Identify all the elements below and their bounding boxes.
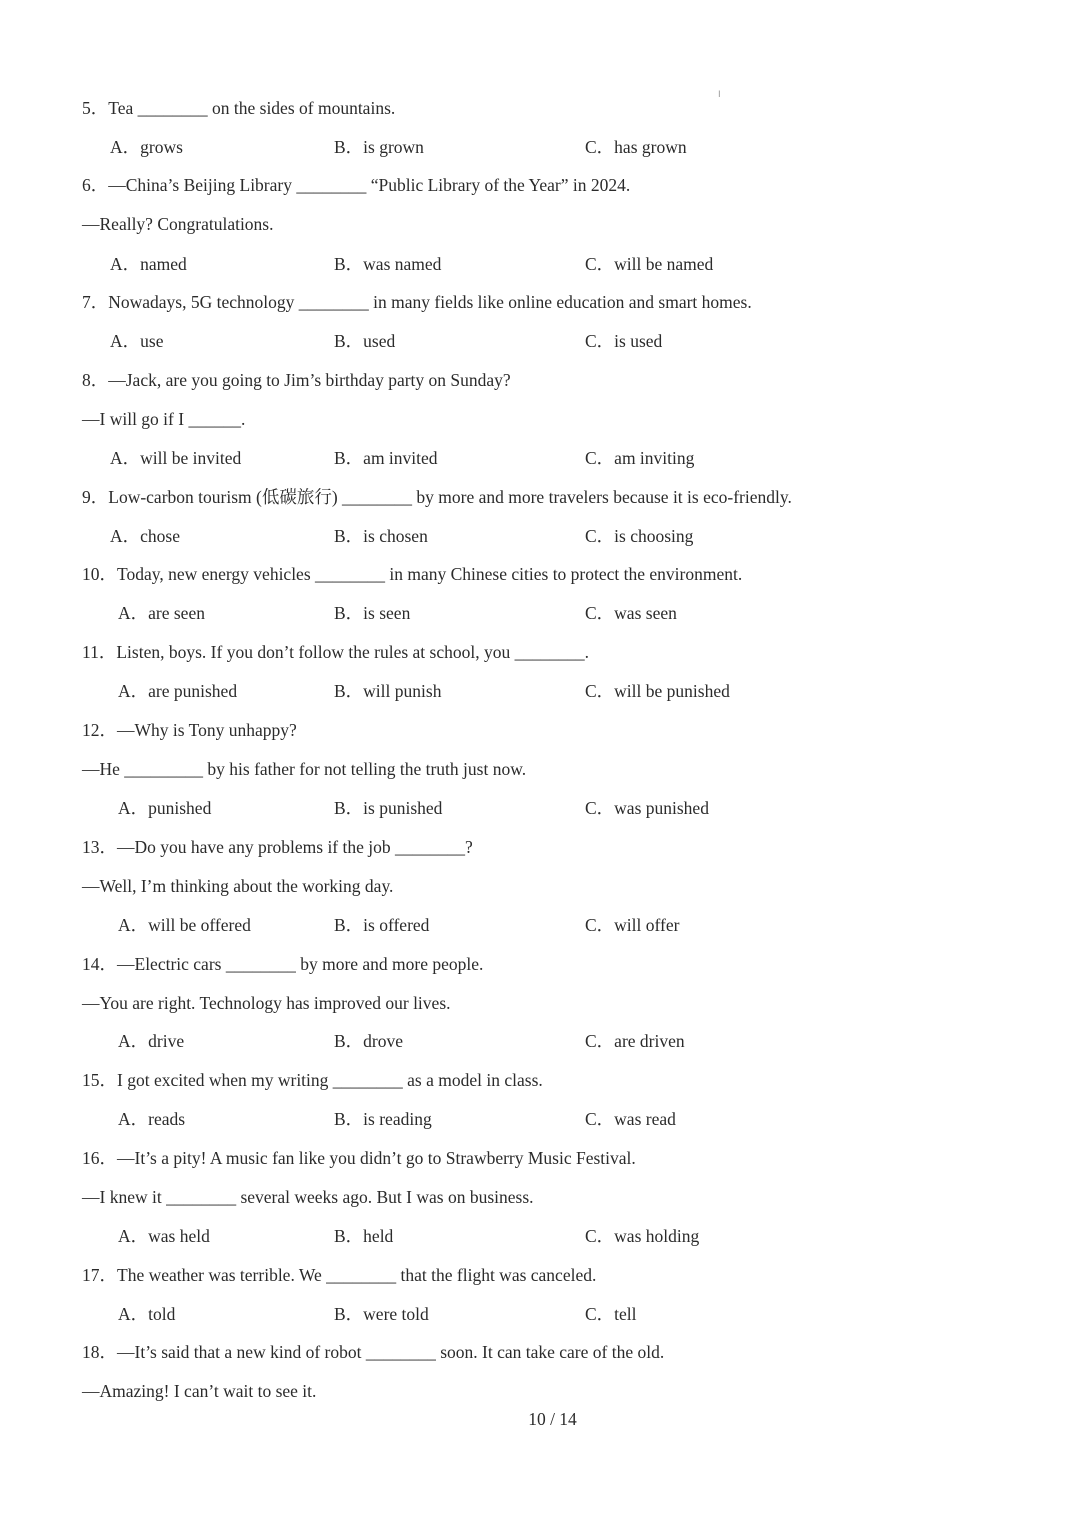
question-number: 16． bbox=[82, 1148, 117, 1168]
question-5-option-c: C．has grown bbox=[585, 137, 687, 157]
question-6-stem bbox=[82, 171, 630, 199]
question-11-option-a: A．are punished bbox=[118, 681, 238, 701]
question-9-option-c: C．is choosing bbox=[585, 526, 694, 546]
question-17-option-c: C．tell bbox=[585, 1304, 637, 1324]
question-15-stem bbox=[82, 1066, 543, 1094]
question-10-option-a: A．are seen bbox=[118, 603, 205, 623]
question-number: 17． bbox=[82, 1265, 117, 1285]
question-number: 14． bbox=[82, 954, 117, 974]
question-number: 6． bbox=[82, 175, 109, 195]
page-number: 10 / 14 bbox=[528, 1409, 577, 1429]
question-9-stem bbox=[82, 483, 792, 511]
question-6-option-a: A．named bbox=[110, 254, 187, 274]
question-number: 13． bbox=[82, 837, 117, 857]
question-13-option-a: A．will be offered bbox=[118, 915, 251, 935]
question-text: Today, new energy vehicles ________ in many Chinese cities to protect the environment. bbox=[117, 564, 743, 584]
question-text: Low-carbon tourism (低碳旅行) ________ by more and more travelers because it is eco-friendly. bbox=[108, 487, 792, 507]
question-12-stem bbox=[82, 716, 297, 744]
question-text: The weather was terrible. We ________ that the flight was canceled. bbox=[117, 1265, 597, 1285]
question-number: 9． bbox=[82, 487, 109, 507]
question-number: 5． bbox=[82, 98, 109, 118]
question-18-reply: —Amazing! I can’t wait to see it. bbox=[82, 1381, 317, 1401]
question-text: I got excited when my writing ________ as a model in class. bbox=[117, 1070, 543, 1090]
question-10-stem bbox=[82, 560, 742, 588]
question-16-option-b: B．held bbox=[334, 1226, 394, 1246]
question-number: 8． bbox=[82, 370, 109, 390]
corner-mark: I bbox=[718, 90, 721, 100]
question-13-option-b: B．is offered bbox=[334, 915, 430, 935]
question-14-option-a: A．drive bbox=[118, 1031, 185, 1051]
question-8-option-a: A．will be invited bbox=[110, 448, 242, 468]
question-number: 7． bbox=[82, 292, 109, 312]
question-number: 15． bbox=[82, 1070, 117, 1090]
question-9-option-b: B．is chosen bbox=[334, 526, 428, 546]
question-17-stem bbox=[82, 1261, 596, 1289]
question-12-option-b: B．is punished bbox=[334, 798, 443, 818]
question-16-stem bbox=[82, 1144, 636, 1172]
question-10-option-b: B．is seen bbox=[334, 603, 411, 623]
question-12-option-c: C．was punished bbox=[585, 798, 709, 818]
question-8-option-b: B．am invited bbox=[334, 448, 438, 468]
question-text: —Electric cars ________ by more and more people. bbox=[117, 954, 484, 974]
question-number: 11． bbox=[82, 642, 117, 662]
question-text: Nowadays, 5G technology ________ in many fields like online education and smart homes. bbox=[108, 292, 752, 312]
question-13-stem bbox=[82, 833, 473, 861]
question-11-option-c: C．will be punished bbox=[585, 681, 730, 701]
question-14-option-c: C．are driven bbox=[585, 1031, 685, 1051]
question-8-option-c: C．am inviting bbox=[585, 448, 695, 468]
question-16-option-c: C．was holding bbox=[585, 1226, 700, 1246]
question-14-stem bbox=[82, 950, 483, 978]
question-18-stem bbox=[82, 1338, 664, 1366]
question-6-reply: —Really? Congratulations. bbox=[82, 214, 274, 234]
question-11-stem bbox=[82, 638, 589, 666]
question-13-reply: —Well, I’m thinking about the working day. bbox=[82, 876, 394, 896]
question-7-option-b: B．used bbox=[334, 331, 396, 351]
question-15-option-b: B．is reading bbox=[334, 1109, 432, 1129]
question-text: —Do you have any problems if the job ________? bbox=[117, 837, 473, 857]
question-16-option-a: A．was held bbox=[118, 1226, 210, 1246]
question-14-reply: —You are right. Technology has improved our lives. bbox=[82, 993, 451, 1013]
question-text: Listen, boys. If you don’t follow the rules at school, you ________. bbox=[116, 642, 589, 662]
question-12-reply: —He _________ by his father for not telling the truth just now. bbox=[82, 759, 527, 779]
question-5-stem bbox=[82, 94, 395, 122]
question-15-option-c: C．was read bbox=[585, 1109, 676, 1129]
question-number: 12． bbox=[82, 720, 117, 740]
question-15-option-a: A．reads bbox=[118, 1109, 186, 1129]
question-13-option-c: C．will offer bbox=[585, 915, 680, 935]
question-text: —It’s a pity! A music fan like you didn’t go to Strawberry Music Festival. bbox=[117, 1148, 636, 1168]
question-number: 10． bbox=[82, 564, 117, 584]
question-9-option-a: A．chose bbox=[110, 526, 180, 546]
question-12-option-a: A．punished bbox=[118, 798, 212, 818]
question-16-reply: —I knew it ________ several weeks ago. But I was on business. bbox=[82, 1187, 534, 1207]
question-text: —Jack, are you going to Jim’s birthday party on Sunday? bbox=[108, 370, 511, 390]
question-text: —Why is Tony unhappy? bbox=[117, 720, 297, 740]
question-17-option-a: A．told bbox=[118, 1304, 176, 1324]
question-8-stem bbox=[82, 366, 511, 394]
question-text: —It’s said that a new kind of robot ________ soon. It can take care of the old. bbox=[117, 1342, 665, 1362]
question-17-option-b: B．were told bbox=[334, 1304, 429, 1324]
question-11-option-b: B．will punish bbox=[334, 681, 442, 701]
question-7-stem bbox=[82, 288, 752, 316]
question-7-option-c: C．is used bbox=[585, 331, 663, 351]
question-14-option-b: B．drove bbox=[334, 1031, 404, 1051]
question-10-option-c: C．was seen bbox=[585, 603, 677, 623]
question-number: 18． bbox=[82, 1342, 117, 1362]
question-text: —China’s Beijing Library ________ “Public Library of the Year” in 2024. bbox=[108, 175, 631, 195]
question-text: Tea ________ on the sides of mountains. bbox=[108, 98, 396, 118]
question-5-option-b: B．is grown bbox=[334, 137, 424, 157]
question-6-option-c: C．will be named bbox=[585, 254, 714, 274]
question-5-option-a: A．grows bbox=[110, 137, 183, 157]
question-8-reply: —I will go if I ______. bbox=[82, 409, 246, 429]
question-6-option-b: B．was named bbox=[334, 254, 442, 274]
question-7-option-a: A．use bbox=[110, 331, 164, 351]
